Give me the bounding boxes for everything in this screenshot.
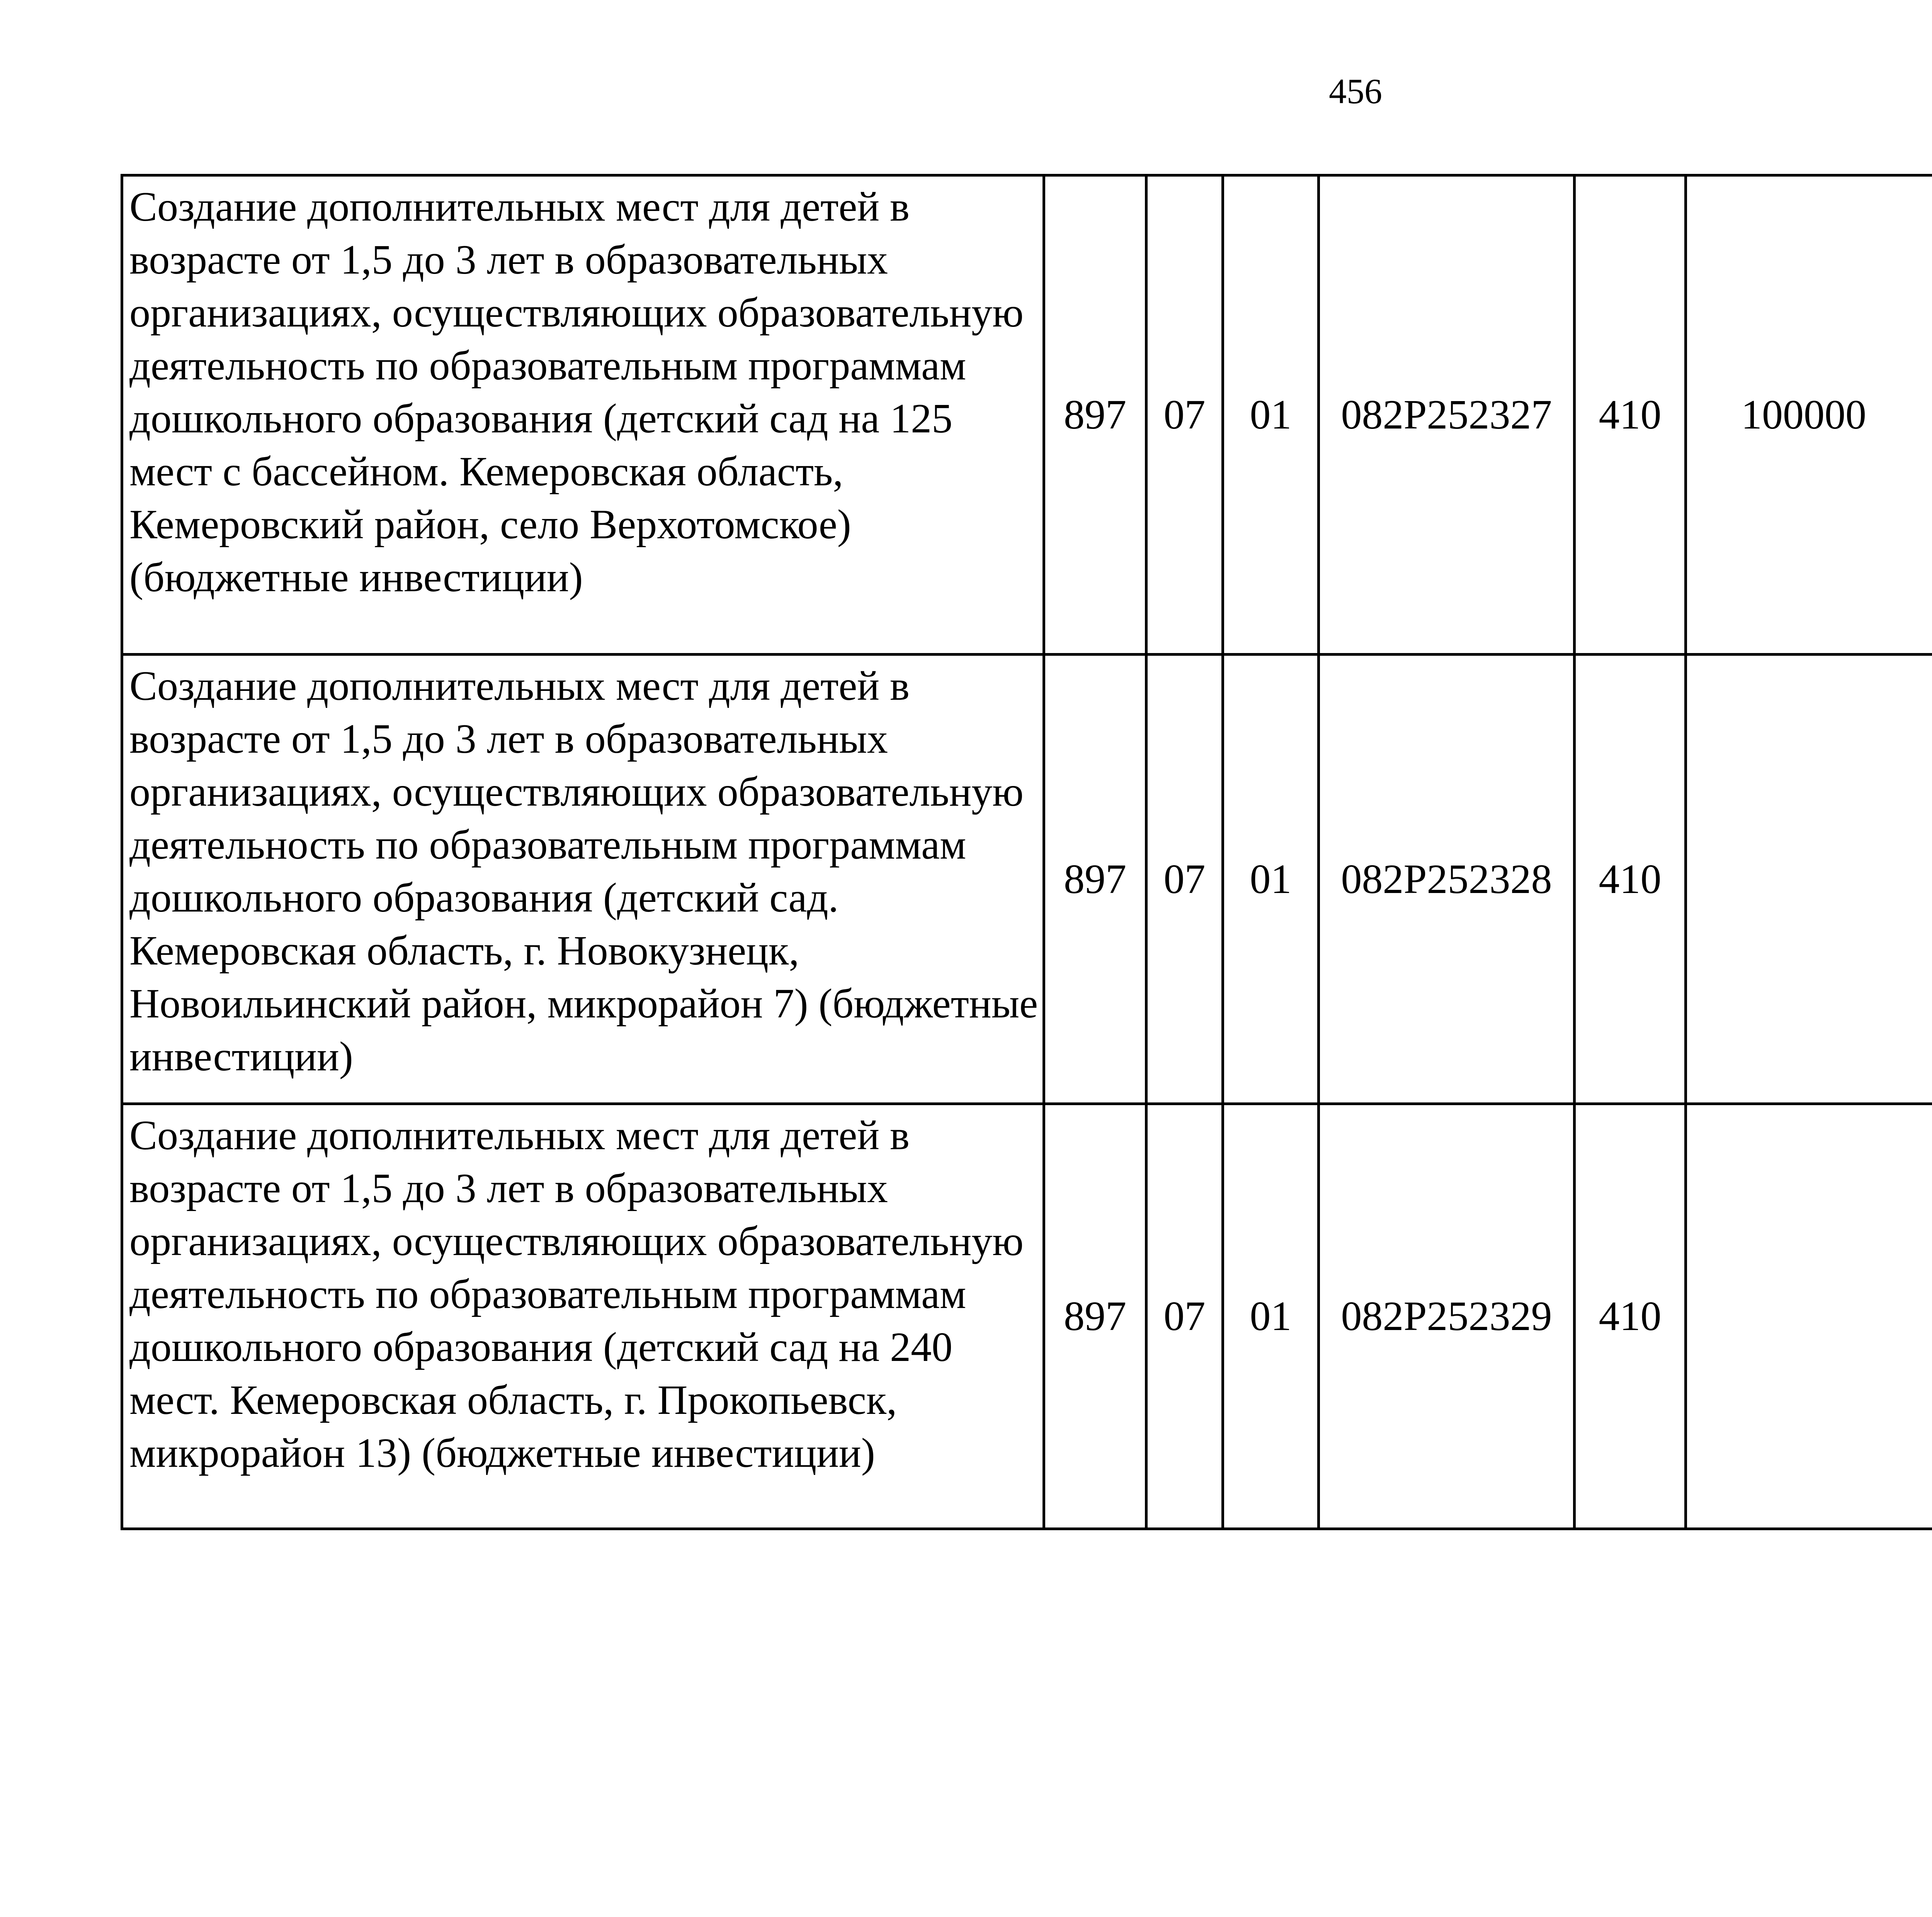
description-cell: Создание дополнительных мест для детей в возрасте от 1,5 до 3 лет в образовательных организациях, осуществляющих образовательную деятельность по образовательным программам дошкольного образования (детский сад на 125 мест с бассейном. Кемеровская область, Кемеровский район, село Верхотомское) (бюджетные инвестиции) xyxy=(122,175,1044,655)
table-row xyxy=(122,175,1932,655)
ministry-code-cell: 897 xyxy=(1044,1104,1146,1529)
section-code-cell: 07 xyxy=(1146,655,1223,1104)
amount-1-cell xyxy=(1686,1104,1932,1529)
target-article-cell: 082P252327 xyxy=(1319,175,1575,655)
page-number: 456 xyxy=(1329,71,1382,111)
section-code-cell: 07 xyxy=(1146,175,1223,655)
target-article-cell: 082P252328 xyxy=(1319,655,1575,1104)
description-cell: Создание дополнительных мест для детей в возрасте от 1,5 до 3 лет в образовательных организациях, осуществляющих образовательную деятельность по образовательным программам дошкольного образования (детский сад на 240 мест. Кемеровская область, г. Прокопьевск, микрорайон 13) (бюджетные инвестиции) xyxy=(122,1104,1044,1529)
budget-table xyxy=(121,174,1932,1530)
target-article-cell: 082P252329 xyxy=(1319,1104,1575,1529)
ministry-code-cell: 897 xyxy=(1044,655,1146,1104)
amount-1-cell xyxy=(1686,655,1932,1104)
table-row xyxy=(122,655,1932,1104)
ministry-code-cell: 897 xyxy=(1044,175,1146,655)
expense-type-cell: 410 xyxy=(1575,655,1686,1104)
amount-1-cell: 100000 xyxy=(1686,175,1932,655)
table-row xyxy=(122,1104,1932,1529)
description-cell: Создание дополнительных мест для детей в возрасте от 1,5 до 3 лет в образовательных организациях, осуществляющих образовательную деятельность по образовательным программам дошкольного образования (детский сад. Кемеровская область, г. Новокузнецк, Новоильинский район, микрорайон 7) (бюджетные инвестиции) xyxy=(122,655,1044,1104)
subsection-code-cell: 01 xyxy=(1223,1104,1319,1529)
section-code-cell: 07 xyxy=(1146,1104,1223,1529)
expense-type-cell: 410 xyxy=(1575,1104,1686,1529)
subsection-code-cell: 01 xyxy=(1223,655,1319,1104)
expense-type-cell: 410 xyxy=(1575,175,1686,655)
subsection-code-cell: 01 xyxy=(1223,175,1319,655)
